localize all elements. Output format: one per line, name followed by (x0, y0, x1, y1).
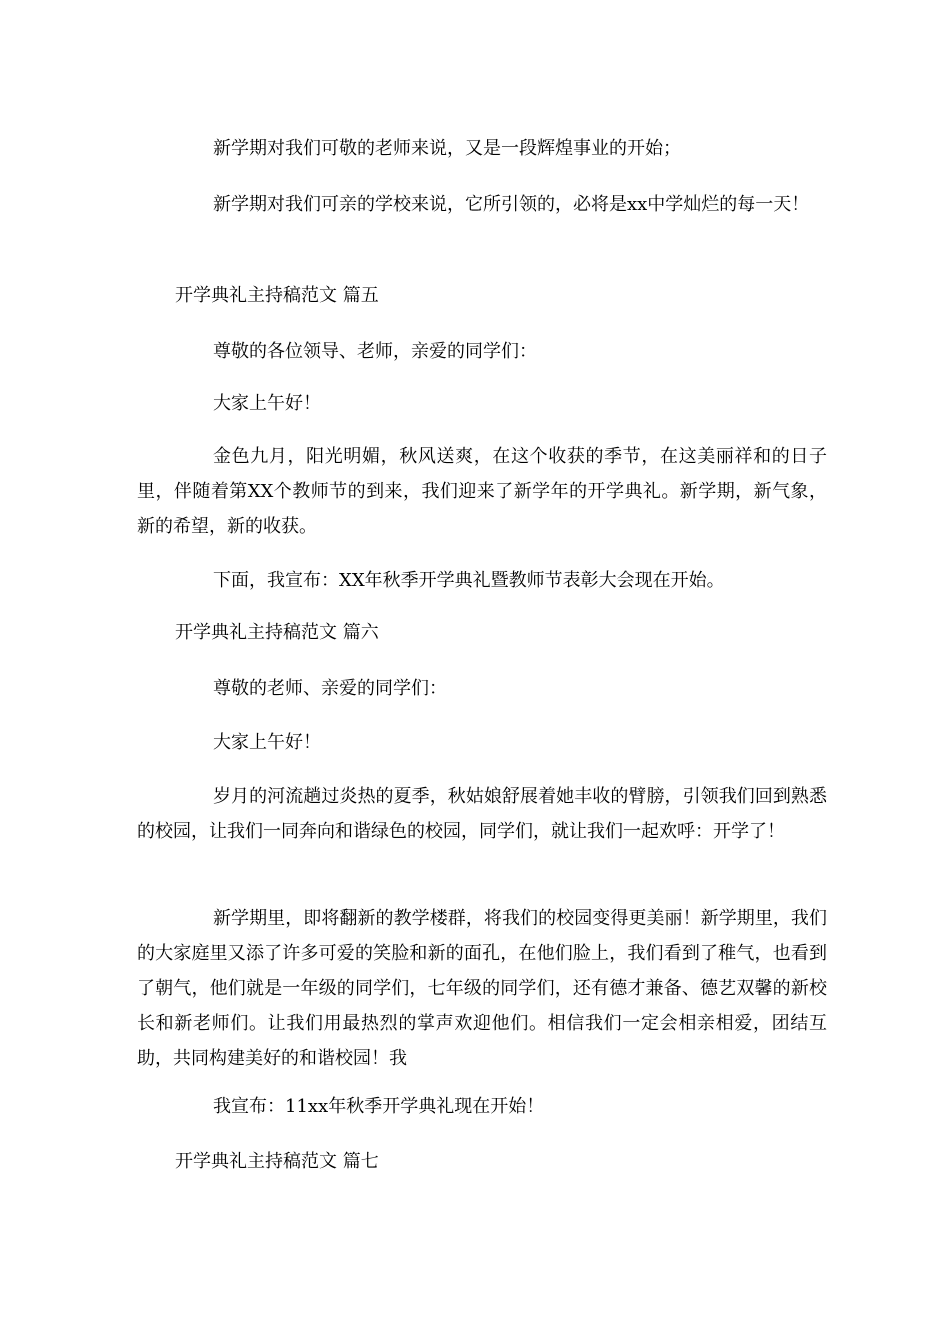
paragraph-september: 金色九月，阳光明媚，秋风送爽，在这个收获的季节，在这美丽祥和的日子里，伴随着第XX个教师节的到来，我们迎来了新学年的开学典礼。新学期，新气象，新的希望，新的收获。 (137, 446, 827, 537)
section-heading-seven: 开学典礼主持稿范文 篇七 (175, 1151, 379, 1172)
paragraph-good-morning-six: 大家上午好！ (213, 732, 321, 753)
paragraph-teachers: 新学期对我们可敬的老师来说，又是一段辉煌事业的开始； (213, 138, 681, 159)
paragraph-river: 岁月的河流趟过炎热的夏季，秋姑娘舒展着她丰收的臂膀，引领我们回到熟悉的校园，让我们一同奔向和谐绿色的校园，同学们，就让我们一起欢呼：开学了！ (137, 786, 827, 842)
paragraph-greeting-five: 尊敬的各位领导、老师，亲爱的同学们： (213, 341, 537, 362)
paragraph-good-morning-five: 大家上午好！ (213, 393, 321, 414)
paragraph-greeting-six: 尊敬的老师、亲爱的同学们： (213, 678, 447, 699)
paragraph-school: 新学期对我们可亲的学校来说，它所引领的，必将是xx中学灿烂的每一天！ (213, 194, 810, 215)
paragraph-announce-five: 下面，我宣布：XX年秋季开学典礼暨教师节表彰大会现在开始。 (213, 570, 725, 591)
paragraph-new-term: 新学期里，即将翻新的教学楼群，将我们的校园变得更美丽！新学期里，我们的大家庭里又添了许多可爱的笑脸和新的面孔，在他们脸上，我们看到了稚气，也看到了朝气，他们就是一年级的同学们，七年级的同学们，还有德才兼备、德艺双馨的新校长和新老师们。让我们用最热烈的掌声欢迎他们。相信我们一定会相亲相爱，团结互助，共同构建美好的和谐校园！我 (137, 908, 827, 1069)
section-heading-six: 开学典礼主持稿范文 篇六 (175, 622, 379, 643)
paragraph-announce-six: 我宣布：11xx年秋季开学典礼现在开始！ (213, 1096, 545, 1117)
section-heading-five: 开学典礼主持稿范文 篇五 (175, 285, 379, 306)
